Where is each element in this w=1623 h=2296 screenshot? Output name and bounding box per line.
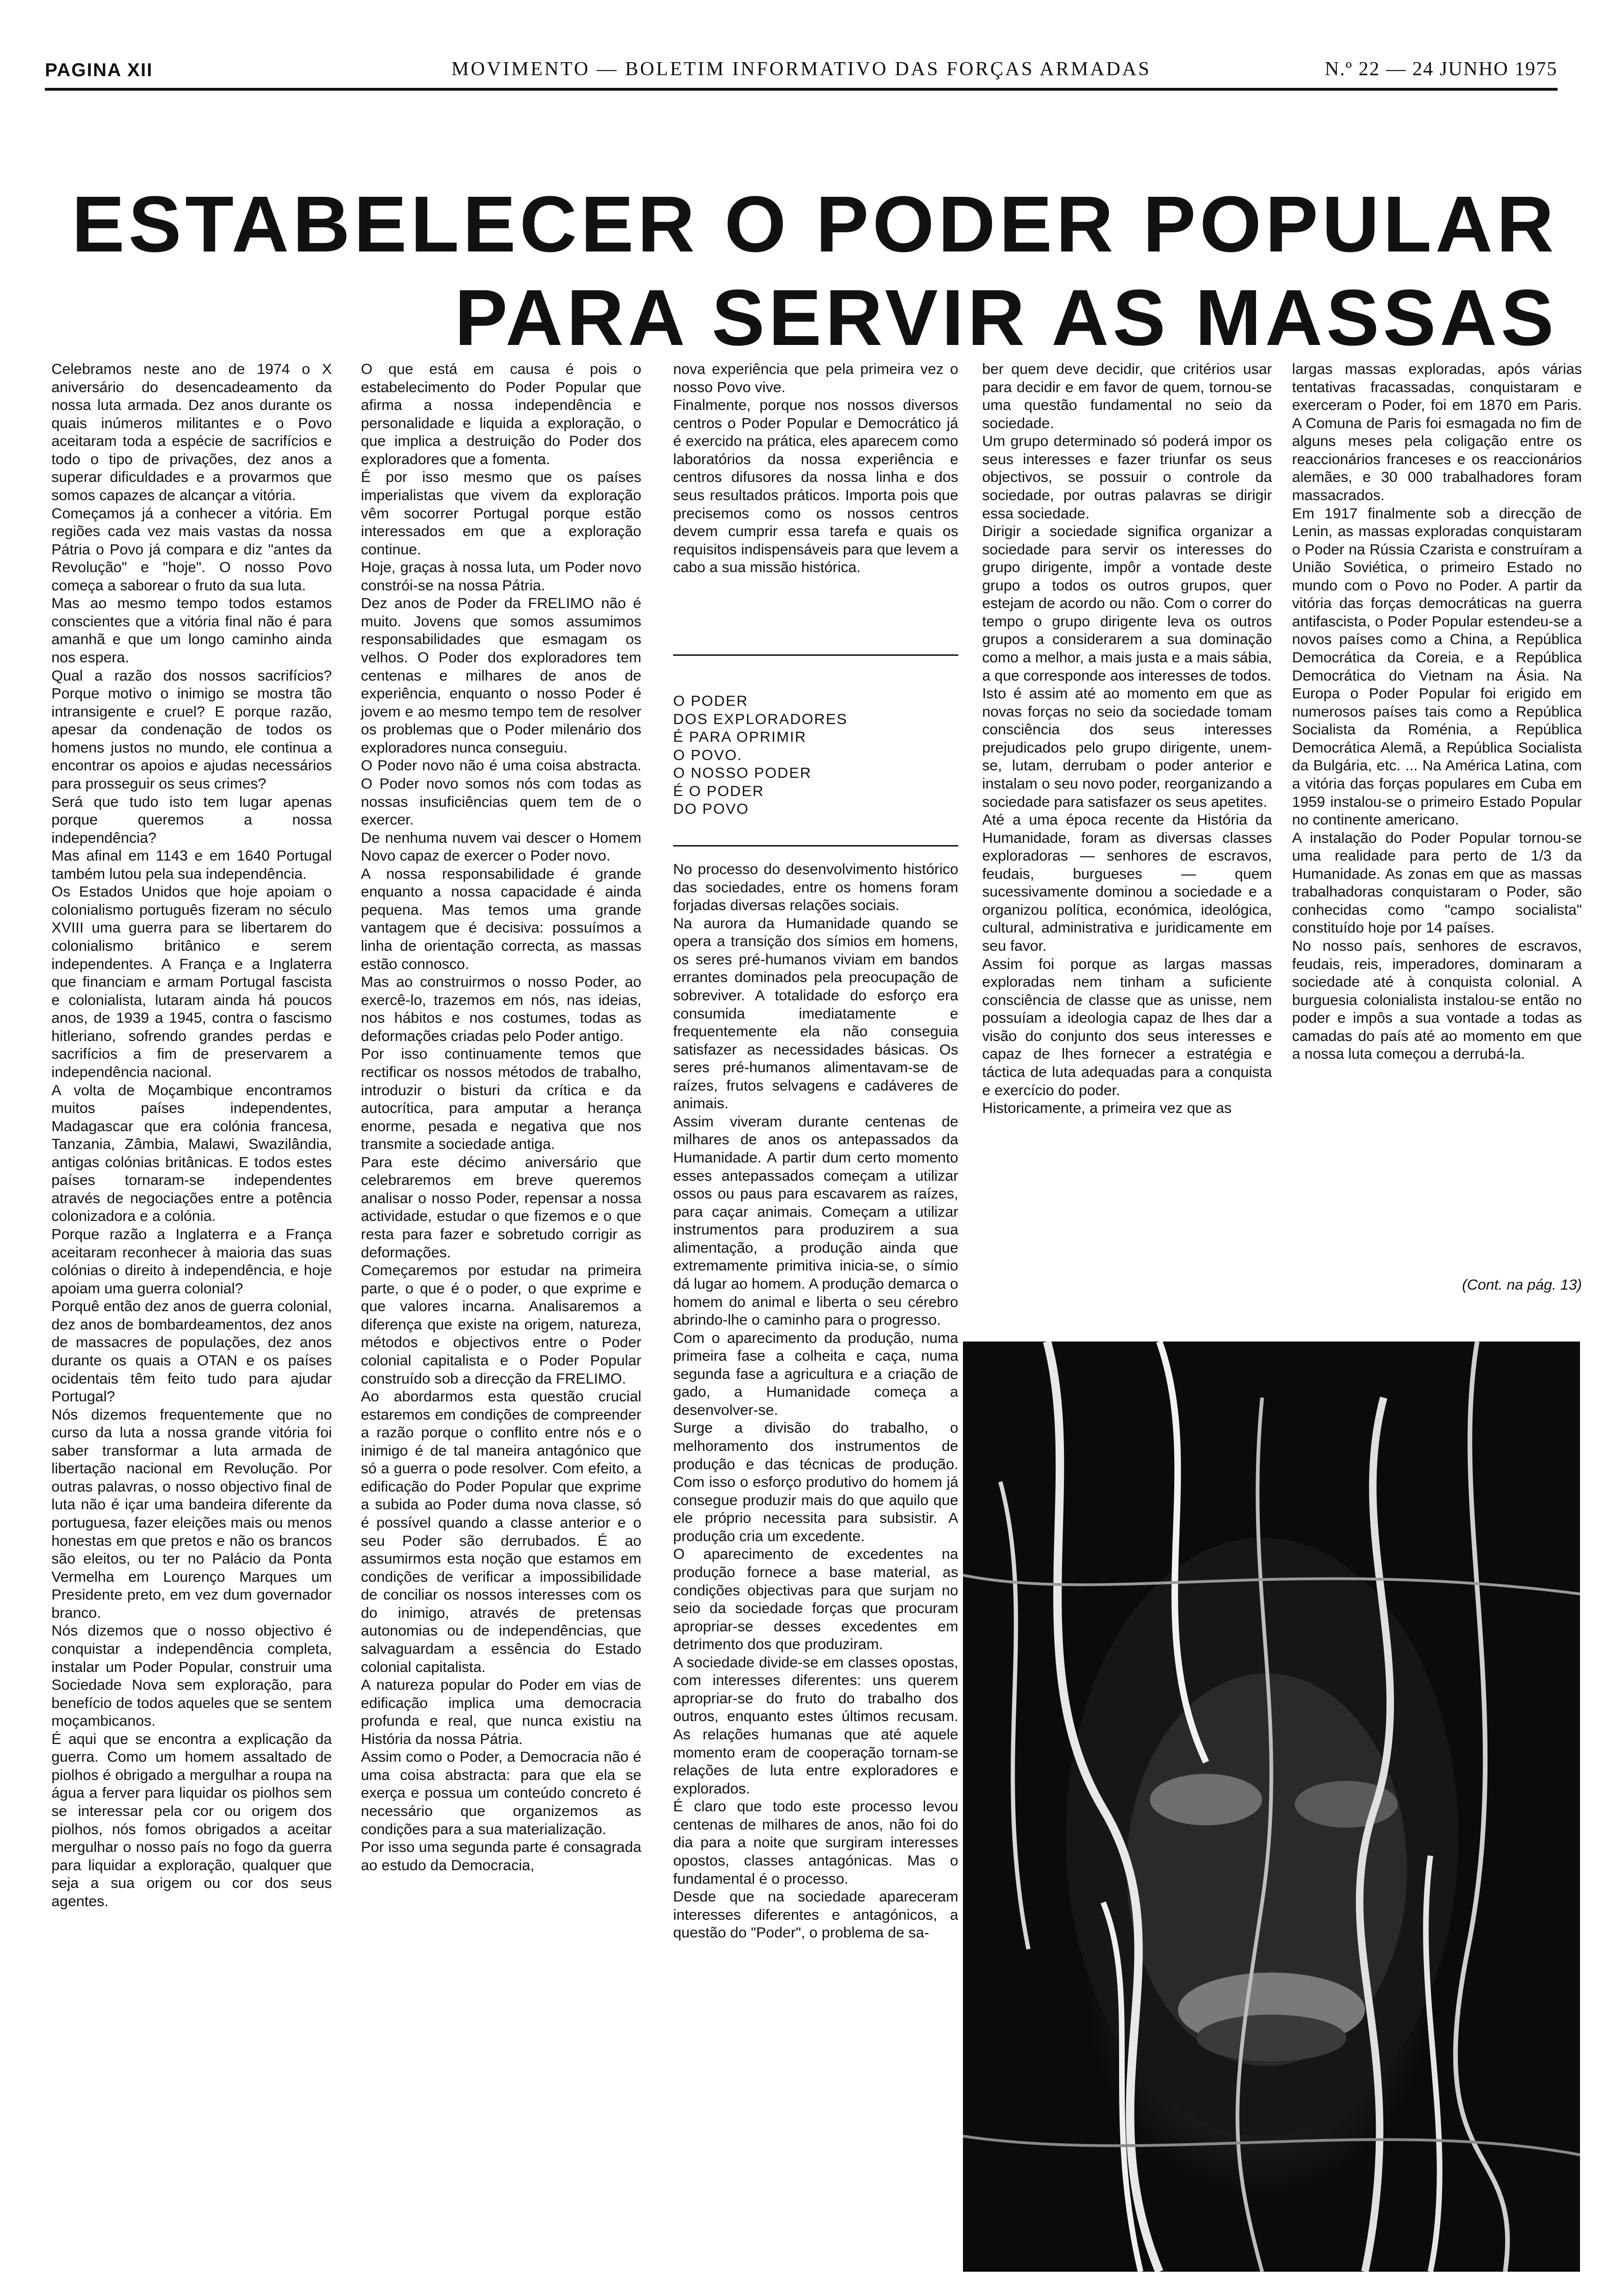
portrait-streaks <box>963 1342 1580 2272</box>
paragraph: Surge a divisão do trabalho, o melhoramento dos instrumentos de produção e das técnicas de produção. Com isso o esforço produtivo do homem já consegue produzir mais do que aquilo que ele próprio necessita para subsistir. A produção cria um excedente. <box>673 1419 958 1544</box>
paragraph: Será que tudo isto tem lugar apenas porque queremos a nossa independência? <box>51 793 332 846</box>
header-rule <box>45 88 1558 91</box>
page-number: PAGINA XII <box>45 60 153 80</box>
paragraph: O que está em causa é pois o estabelecimento do Poder Popular que afirma a nossa independência e personalidade e liquida a exploração, o que implica a destruição do Poder dos exploradores que a fomenta. <box>361 360 641 467</box>
paragraph: largas massas exploradas, após várias tentativas fracassadas, conquistaram e exerceram o Poder, foi em 1870 em Paris. A Comuna de Paris foi esmagada no fim de alguns meses pela coligação entre os reaccionários franceses e os reaccionários alemães, e 30 000 trabalhadores foram massacrados. <box>1292 360 1582 503</box>
paragraph: Nós dizemos que o nosso objectivo é conquistar a independência completa, instalar um Poder Popular, construir uma Sociedade Nova sem exploração, para benefício de todos aqueles que se sentem moçambicanos. <box>51 1622 332 1729</box>
paragraph: Mas ao construirmos o nosso Poder, ao exercê-lo, trazemos em nós, nas ideias, nos hábitos e nos costumes, todas as deformações criadas pelo Poder antigo. <box>361 973 641 1044</box>
paragraph: A volta de Moçambique encontramos muitos países independentes, Madagascar que era colónia francesa, Tanzania, Zâmbia, Malawi, Swazilândia, antigas colónias britânicas. E todos estes países tornaram-se independentes através de negociações entre a potência colonizadora e a colónia. <box>51 1081 332 1225</box>
paragraph: Porque razão a Inglaterra e a França aceitaram reconhecer à maioria das suas colónias o direito à independência, e hoje apoiam uma guerra colonial? <box>51 1226 332 1297</box>
paragraph: O Poder novo não é uma coisa abstracta. O Poder novo somos nós com todas as nossas insuficiências quem tem de o exercer. <box>361 757 641 828</box>
paragraph: Dirigir a sociedade significa organizar a sociedade para servir os interesses do grupo dirigente, impôr a vontade deste grupo a todos os outros grupos, quer estejam de acordo ou não. Com o correr do tempo o grupo dirigente leva os outros grupos a considerarem a sua dominação como a melhor, a mais justa e a mais sábia, a que corresponde aos interesses de todos. <box>982 523 1272 684</box>
paragraph: É aqui que se encontra a explicação da guerra. Como um homem assaltado de piolhos é obrigado a mergulhar a roupa na água a ferver para liquidar os piolhos sem se interessar pela cor ou origem dos piolhos, nós fomos obrigados a aceitar mergulhar o nosso país no fogo da guerra para liquidar a exploração, qualquer que seja a sua origem ou cor dos seus agentes. <box>51 1730 332 1909</box>
paragraph: Ao abordarmos esta questão crucial estaremos em condições de compreender a razão porque o conflito entre nós e o inimigo é de tal maneira antagónico que só a guerra o pode resolver. Com efeito, a edificação do Poder Popular que exprime a subida ao Poder duma nova classe, só é possível quando a classe anterior e o seu Poder são derrubados. É ao assumirmos esta noção que estamos em condições de verificar a impossibilidade de conciliar os nossos interesses com os do inimigo, através de pretensas autonomias ou de independências, que salvaguardam a essência do Estado colonial capitalista. <box>361 1388 641 1675</box>
pull-quote <box>673 692 847 818</box>
paragraph: Hoje, graças à nossa luta, um Poder novo constrói-se na nossa Pátria. <box>361 559 641 594</box>
paragraph: Começamos já a conhecer a vitória. Em regiões cada vez mais vastas da nossa Pátria o Povo já compara e diz "antes da Revolução" e "hoje". O nosso Povo começa a saborear o fruto da sua luta. <box>51 504 332 594</box>
paragraph: ber quem deve decidir, que critérios usar para decidir e em favor de quem, tornou-se uma questão fundamental no seio da sociedade. <box>982 360 1272 431</box>
paragraph: Os Estados Unidos que hoje apoiam o colonialismo português fizeram no século XVIII uma guerra para se libertarem do colonialismo britânico e serem independentes. A França e a Inglaterra que financiam e armam Portugal fascista e colonialista, lutaram ainda há poucos anos, de 1939 a 1945, contra o fascismo hitleriano, sofrendo grandes perdas e sacrifícios a fim de preservarem a independência nacional. <box>51 883 332 1080</box>
paragraph: O aparecimento de excedentes na produção fornece a base material, as condições objectivas para que surjam no seio da sociedade forças que procuram apropriar-se desses excedentes em detrimento dos que produziram. <box>673 1545 958 1653</box>
paragraph: Desde que na sociedade apareceram interesses diferentes e antagónicos, a questão do "Poder", o problema de sa- <box>673 1888 958 1941</box>
paragraph: A natureza popular do Poder em vias de edificação implica uma democracia profunda e real, que nunca existiu na História da nossa Pátria. <box>361 1676 641 1747</box>
paragraph: Qual a razão dos nossos sacrifícios? Porque motivo o inimigo se mostra tão intransigente e cruel? E porque razão, apesar da condenação de todos os homens justos no mundo, ele continua a encontrar os apoios e ajudas necessários para prosseguir os seus crimes? <box>51 667 332 792</box>
paragraph: Nós dizemos frequentemente que no curso da luta a nossa grande vitória foi saber transformar a luta armada de libertação nacional em Revolução. Por outras palavras, o nosso objectivo final de luta não é içar uma bandeira diferente da portuguesa, fazer eleições mais ou menos honestas em que pretos e não os brancos são eleitos, ou ter no Palácio da Ponta Vermelha em Lourenço Marques um Presidente preto, em vez dum governador branco. <box>51 1406 332 1621</box>
pull-quote-rule-bottom <box>673 845 958 847</box>
pull-quote-line: DO POVO <box>673 800 749 818</box>
headline-line-2: PARA SERVIR AS MASSAS <box>454 273 1558 362</box>
paragraph: Porquê então dez anos de guerra colonial, dez anos de bombardeamentos, dez anos de massacres de populações, dez anos durante os quais a OTAN e os países ocidentais têm feito tudo para ajudar Portugal? <box>51 1298 332 1405</box>
paragraph: Mas afinal em 1143 e em 1640 Portugal também lutou pela sua independência. <box>51 847 332 882</box>
paragraph: A sociedade divide-se em classes opostas, com interesses diferentes: uns querem apropriar-se do fruto do trabalho dos outros, enquanto estes últimos recusam. As relações humanas que até aquele momento eram de cooperação tornam-se relações de luta entre exploradores e explorados. <box>673 1653 958 1797</box>
article-column-4 <box>982 360 1272 1117</box>
paragraph: Com o aparecimento da produção, numa primeira fase a colheita e caça, numa segunda fase a agricultura e a criação de gado, a Humanidade começa a desenvolver-se. <box>673 1329 958 1418</box>
paragraph: Por isso uma segunda parte é consagrada ao estudo da Democracia, <box>361 1838 641 1873</box>
paragraph: Em 1917 finalmente sob a direcção de Lenin, as massas exploradas conquistaram o Poder na Rússia Czarista e construíram a União Soviética, o primeiro Estado no mundo com o Povo no Poder. A partir da vitória das forças democráticas na guerra antifascista, o Poder Popular estendeu-se a novos países como a China, a República Democrática da Coreia, e a República Democrática do Vietnam na Ásia. Na Europa o Poder Popular foi erigido em numerosos países tais como a República Socialista da Roménia, a República Democrática Alemã, a República Socialista da Bulgária, etc. ... Na América Latina, com a vitória das forças populares em Cuba em 1959 instalou-se o primeiro Estado Popular no continente americano. <box>1292 504 1582 828</box>
article-column-2 <box>361 360 641 1874</box>
pull-quote-line: DOS EXPLORADORES <box>673 710 848 727</box>
publication-title: MOVIMENTO — BOLETIM INFORMATIVO DAS FORÇAS ARMADAS <box>451 58 1151 80</box>
pull-quote-line: O NOSSO PODER <box>673 764 812 782</box>
portrait-photo <box>963 1342 1580 2272</box>
paragraph: Finalmente, porque nos nossos diversos centros o Poder Popular e Democrático já é exercido na prática, eles aparecem como laboratórios da nossa experiência e centros difusores da nossa linha e dos seus resultados práticos. Importa pois que precisemos como os nossos centros devem cumprir essa tarefa e quais os requisitos indispensáveis para que levem a cabo a sua missão histórica. <box>673 396 958 576</box>
page-header <box>45 55 1558 83</box>
paragraph: Para este décimo aniversário que celebraremos em breve queremos analisar o nosso Poder, repensar a nossa actividade, estudar o que fizemos e o que resta para fazer e sobretudo corrigir as deformações. <box>361 1153 641 1261</box>
paragraph: Isto é assim até ao momento em que as novas forças no seio da sociedade tomam consciência dos seus interesses prejudicados pelo grupo dirigente, unem-se, lutam, derrubam o poder anterior e instalam o seu novo poder, reorganizando a sociedade para satisfazer os seus apetites. <box>982 685 1272 810</box>
pull-quote-line: O POVO. <box>673 746 743 763</box>
paragraph: No nosso país, senhores de escravos, feudais, reis, imperadores, dominaram a sociedade até à conquista colonial. A burguesia colonialista instalou-se então no poder e impôs a sua vontade a todas as camadas do país até ao momento em que a nossa luta começou a derrubá-la. <box>1292 937 1582 1062</box>
article-column-3-top <box>673 360 958 576</box>
paragraph: Um grupo determinado só poderá impor os seus interesses e fazer triunfar os seus objectivos, se possuir o controle da sociedade, por outras palavras se dirigir essa sociedade. <box>982 432 1272 522</box>
article-column-3-bottom <box>673 860 958 1942</box>
issue-date: N.º 22 — 24 JUNHO 1975 <box>1324 58 1558 80</box>
paragraph: nova experiência que pela primeira vez o nosso Povo vive. <box>673 360 958 395</box>
paragraph: No processo do desenvolvimento histórico das sociedades, entre os homens foram forjadas diversas relações sociais. <box>673 861 958 914</box>
pull-quote-line: É PARA OPRIMIR <box>673 728 807 746</box>
paragraph: Na aurora da Humanidade quando se opera a transição dos símios em homens, os seres pré-humanos viviam em bandos errantes dominados pela preocupação de sobreviver. A totalidade do esforço era consumida imediatamente e frequentemente ela não conseguia satisfazer as necessidades básicas. Os seres pré-humanos alimentavam-se de raízes, frutos selvagens e cadáveres de animais. <box>673 914 958 1112</box>
article-column-5 <box>1292 360 1582 1063</box>
paragraph: Assim viveram durante centenas de milhares de anos os antepassados da Humanidade. A partir dum certo momento esses antepassados começam a utilizar ossos ou paus para escavarem as raízes, para caçar animais. Começam a utilizar instrumentos para produzirem a sua alimentação, a produção ainda que extremamente primitiva inicia-se, o símio dá lugar ao homem. A produção demarca o homem do animal e liberta o seu cérebro abrindo-lhe o caminho para o progresso. <box>673 1112 958 1328</box>
headline-line-1: ESTABELECER O PODER POPULAR <box>72 180 1558 269</box>
article-column-1 <box>51 360 332 1910</box>
paragraph: Assim como o Poder, a Democracia não é uma coisa abstracta: para que ela se exerça e possua um conteúdo concreto é necessário que organizemos as condições para a sua materialização. <box>361 1748 641 1837</box>
continuation-note: (Cont. na pág. 13) <box>1462 1276 1582 1293</box>
paragraph: Dez anos de Poder da FRELIMO não é muito. Jovens que somos assumimos responsabilidades que esmagam os velhos. O Poder dos exploradores tem centenas e milhares de anos de experiência, enquanto o nosso Poder é jovem e ao mesmo tempo tem de resolver os problemas que o Poder milenário dos exploradores nunca conseguiu. <box>361 595 641 756</box>
paragraph: Mas ao mesmo tempo todos estamos conscientes que a vitória final não é para amanhã e que um longo caminho ainda nos espera. <box>51 595 332 666</box>
pull-quote-rule-top <box>673 654 958 656</box>
paragraph: A nossa responsabilidade é grande enquanto a nossa capacidade é ainda pequena. Mas temos uma grande vantagem que é decisiva: possuímos a linha de orientação correcta, as massas estão connosco. <box>361 865 641 972</box>
pull-quote-line: É O PODER <box>673 782 764 799</box>
paragraph: Começaremos por estudar na primeira parte, o que é o poder, o que exprime e que valores incarna. Analisaremos a diferença que existe na origem, natureza, métodos e objectivos entre o Poder colonial capitalista e o Poder Popular construído sob a direcção da FRELIMO. <box>361 1262 641 1387</box>
paragraph: Por isso continuamente temos que rectificar os nossos métodos de trabalho, introduzir o bisturi da crítica e da autocrítica, para amputar a herança enorme, pesada e negativa que nos transmite a sociedade antiga. <box>361 1045 641 1153</box>
paragraph: A instalação do Poder Popular tornou-se uma realidade para perto de 1/3 da Humanidade. As zonas em que as massas trabalhadoras conquistaram o Poder, são conhecidas como "campo socialista" constituído hoje por 14 países. <box>1292 829 1582 936</box>
paragraph: De nenhuma nuvem vai descer o Homem Novo capaz de exercer o Poder novo. <box>361 829 641 864</box>
paragraph: Assim foi porque as largas massas exploradas nem tinham a suficiente consciência de classe que as unisse, nem possuíam a ideologia capaz de lhes dar a visão do conjunto dos seus interesses e capaz de lhes fornecer a estratégia e táctica de luta adequadas para a conquista e exercício do poder. <box>982 955 1272 1098</box>
paragraph: É claro que todo este processo levou centenas de milhares de anos, não foi do dia para a noite que surgiram interesses opostos, classes antagónicas. Mas o fundamental é o processo. <box>673 1798 958 1887</box>
paragraph: Até a uma época recente da História da Humanidade, foram as diversas classes exploradoras — senhores de escravos, feudais, burgueses — quem sucessivamente dominou a sociedade e a organizou política, económica, ideológica, cultural, administrativa e juridicamente em seu favor. <box>982 811 1272 954</box>
paragraph: Celebramos neste ano de 1974 o X aniversário do desencadeamento da nossa luta armada. Dez anos durante os quais inúmeros militantes e o Povo aceitaram toda a espécie de sacrifícios e todo o tipo de privações, dez anos a superar dificuldades e a provarmos que somos capazes de alcançar a vitória. <box>51 360 332 503</box>
pull-quote-line: O PODER <box>673 692 748 709</box>
headline <box>72 178 1558 365</box>
paragraph: É por isso mesmo que os países imperialistas que vivem da exploração vêm socorrer Portugal porque estão interessados em que a exploração continue. <box>361 468 641 558</box>
paragraph: Historicamente, a primeira vez que as <box>982 1099 1232 1117</box>
